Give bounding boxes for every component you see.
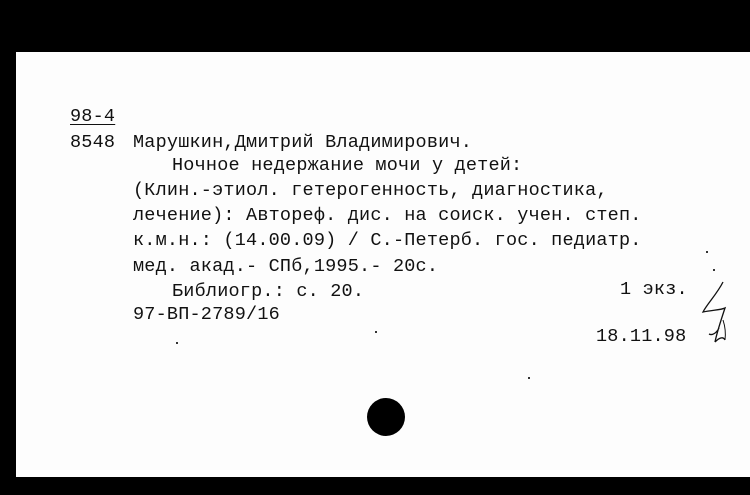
speck <box>713 269 715 271</box>
handwritten-signature <box>695 280 740 360</box>
author-heading: Марушкин,Дмитрий Владимирович. <box>133 132 473 153</box>
punch-hole <box>367 398 405 436</box>
description-line-2: лечение): Автореф. дис. на соиск. учен. степ. <box>133 205 642 226</box>
date-stamp: 18.11.98 <box>596 326 687 347</box>
speck <box>528 377 530 379</box>
speck <box>375 331 377 333</box>
bibliography-note: Библиогр.: с. 20. <box>172 281 365 302</box>
title-line: Ночное недержание мочи у детей: <box>172 155 523 176</box>
description-line-1: (Клин.-этиол. гетерогенность, диагностика, <box>133 180 608 201</box>
registration-number: 97-ВП-2789/16 <box>133 304 280 325</box>
speck <box>706 251 708 253</box>
description-line-3: к.м.н.: (14.00.09) / С.-Петерб. гос. педиатр. <box>133 230 642 251</box>
description-line-4: мед. акад.- СПб,1995.- 20с. <box>133 256 439 277</box>
card-number: 8548 <box>70 132 116 153</box>
shelf-code: 98-4 <box>70 106 116 127</box>
speck <box>176 342 178 344</box>
copies-count: 1 экз. <box>620 279 688 300</box>
